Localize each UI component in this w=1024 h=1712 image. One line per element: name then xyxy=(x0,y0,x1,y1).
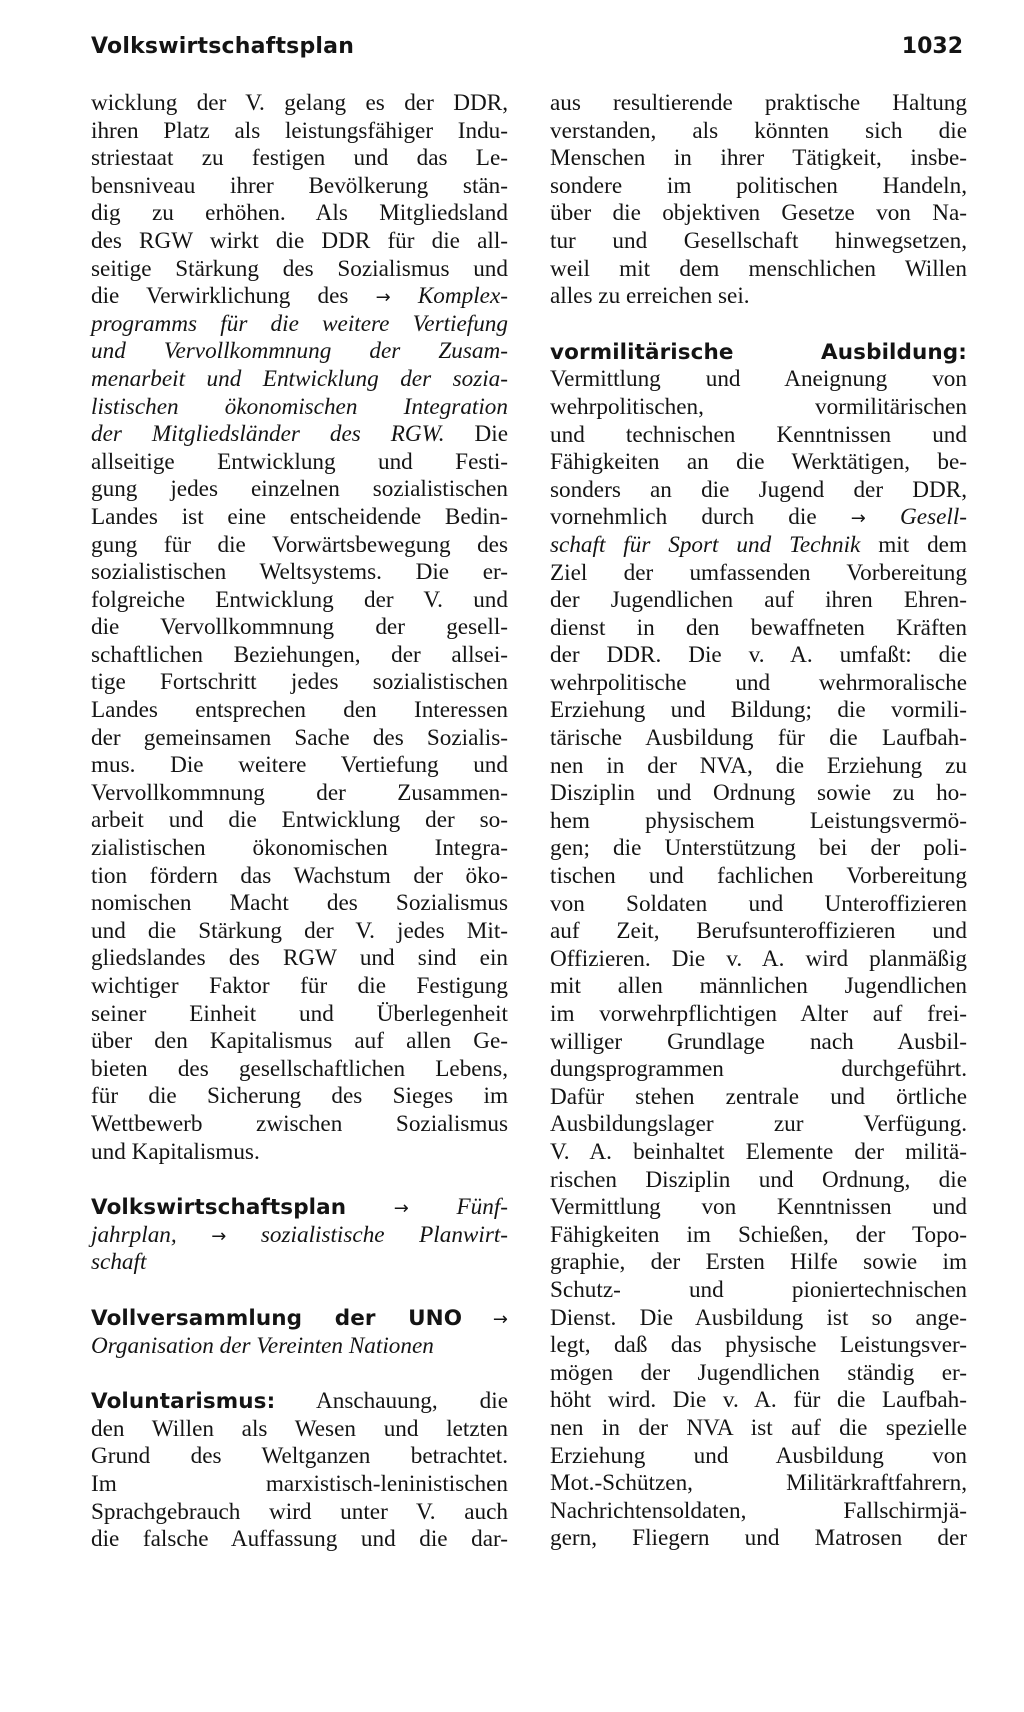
entry-spacer xyxy=(91,1277,508,1305)
text-line: gung jedes einzelnen sozialistischen xyxy=(91,476,508,503)
entry-spacer xyxy=(91,1166,508,1194)
text-line: Dafür stehen zentrale und örtliche xyxy=(550,1083,967,1110)
text-line: Vermittlung und Aneignung von xyxy=(550,366,967,393)
entry-volkswirtschaftsplan xyxy=(91,1194,508,1277)
arrow-icon: → xyxy=(393,1198,409,1220)
text-line: der Jugendlichen auf ihren Ehren- xyxy=(550,587,967,614)
text-line: striestaat zu festigen und das Le- xyxy=(91,145,508,172)
text-line: Grund des Weltganzen betrachtet. xyxy=(91,1443,508,1470)
text-line: tur und Gesellschaft hinwegsetzen, xyxy=(550,227,967,254)
text-line: mus. Die weitere Vertiefung und xyxy=(91,752,508,779)
text-line: die Vervollkommnung der gesell- xyxy=(91,614,508,641)
text-line: Erziehung und Ausbildung von xyxy=(550,1442,967,1469)
left-column xyxy=(91,90,508,1554)
text-line: und Kapitalismus. xyxy=(91,1138,260,1165)
text-segment: vornehmlich durch die xyxy=(550,504,851,531)
cross-reference[interactable]: jahrplan, xyxy=(91,1221,177,1248)
cross-reference[interactable]: der Mitgliedsländer des RGW. xyxy=(91,421,445,448)
entry-voluntarismus-continuation xyxy=(550,90,967,311)
headword: Vollversammlung der UNO xyxy=(91,1305,463,1331)
text-segment: die Verwirklichung des xyxy=(91,283,376,310)
text-line: wehrpolitische und wehrmoralische xyxy=(550,669,967,696)
text-line: wehrpolitischen, vormilitärischen xyxy=(550,393,967,420)
cross-reference-line[interactable]: schaft xyxy=(91,1249,147,1276)
text-line: über die objektiven Gesetze von Na- xyxy=(550,200,967,227)
text-line: hem physischem Leistungsvermö- xyxy=(550,807,967,834)
text-line: verstanden, als könnten sich die xyxy=(550,117,967,144)
text-line: Fähigkeiten an die Werktätigen, be- xyxy=(550,449,967,476)
text-line: der gemeinsamen Sache des Sozialis- xyxy=(91,724,508,751)
text-line: dig zu erhöhen. Als Mitgliedsland xyxy=(91,200,508,227)
text-line: mit allen männlichen Jugendlichen xyxy=(550,973,967,1000)
text-line: tion fördern das Wachstum der öko- xyxy=(91,862,508,889)
text-line: Schutz- und pioniertechnischen xyxy=(550,1276,967,1303)
text-line: seiner Einheit und Überlegenheit xyxy=(91,1000,508,1027)
entry-vormilitaerische-ausbildung xyxy=(550,339,967,1553)
text-line: wicklung der V. gelang es der DDR, xyxy=(91,90,508,116)
text-line: und technischen Kenntnissen und xyxy=(550,421,967,448)
text-line: alles zu erreichen sei. xyxy=(550,283,750,310)
text-line: und die Stärkung der V. jedes Mit- xyxy=(91,917,508,944)
text-line: ihren Platz als leistungsfähiger Indu- xyxy=(91,117,508,144)
entry-voluntarismus xyxy=(91,1388,508,1554)
arrow-icon: → xyxy=(211,1225,227,1247)
text-line: Disziplin und Ordnung sowie zu ho- xyxy=(550,780,967,807)
headword: Voluntarismus: xyxy=(91,1389,276,1415)
text-line xyxy=(550,504,967,532)
running-head: Volkswirtschaftsplan xyxy=(91,34,355,59)
cross-reference[interactable]: Fünf- xyxy=(456,1194,508,1221)
entry-volkswirtschaft-continuation xyxy=(91,90,508,1166)
page-header xyxy=(91,34,963,70)
cross-reference-line[interactable]: und Vervollkommnung der Zusam- xyxy=(91,338,508,365)
text-line: sondere im politischen Handeln, xyxy=(550,172,967,199)
text-line: sozialistischen Weltsystems. Die er- xyxy=(91,559,508,586)
text-line: dungsprogrammen durchgeführt. xyxy=(550,1056,967,1083)
text-line: gliedslandes des RGW und sind ein xyxy=(91,945,508,972)
text-line: Mot.-Schützen, Militärkraftfahrern, xyxy=(550,1470,967,1497)
page-number: 1032 xyxy=(901,34,963,59)
text-line: bieten des gesellschaftlichen Lebens, xyxy=(91,1055,508,1082)
text-line: nomischen Macht des Sozialismus xyxy=(91,890,508,917)
text-line: nen in der NVA ist auf die spezielle xyxy=(550,1414,967,1441)
text-line: höht wird. Die v. A. für die Laufbah- xyxy=(550,1387,967,1414)
cross-reference-line[interactable]: menarbeit und Entwicklung der sozia- xyxy=(91,365,508,392)
text-line: V. A. beinhaltet Elemente der militä- xyxy=(550,1138,967,1165)
arrow-icon: → xyxy=(492,1308,509,1330)
text-line: tige Fortschritt jedes sozialistischen xyxy=(91,669,508,696)
text-line: aus resultierende praktische Haltung xyxy=(550,90,967,116)
text-line: zialistischen ökonomischen Integra- xyxy=(91,835,508,862)
text-line: Ziel der umfassenden Vorbereitung xyxy=(550,559,967,586)
text-line: mögen der Jugendlichen ständig er- xyxy=(550,1359,967,1386)
text-line: Sprachgebrauch wird unter V. auch xyxy=(91,1498,508,1525)
text-line: Im marxistisch-leninistischen xyxy=(91,1470,508,1497)
text-line: seitige Stärkung des Sozialismus und xyxy=(91,255,508,282)
text-line: dienst in den bewaffneten Kräften xyxy=(550,614,967,641)
text-line: allseitige Entwicklung und Festi- xyxy=(91,448,508,475)
text-line: gung für die Vorwärtsbewegung des xyxy=(91,531,508,558)
text-line xyxy=(91,1222,508,1250)
text-line: Ausbildungslager zur Verfügung. xyxy=(550,1111,967,1138)
text-segment: Die xyxy=(444,421,508,448)
text-line: arbeit und die Entwicklung der so- xyxy=(91,807,508,834)
entry-vollversammlung xyxy=(91,1305,508,1360)
text-line: den Willen als Wesen und letzten xyxy=(91,1415,508,1442)
text-line: Nachrichtensoldaten, Fallschirmjä- xyxy=(550,1497,967,1524)
text-line: folgreiche Entwicklung der V. und xyxy=(91,586,508,613)
headword: Ausbildung: xyxy=(821,339,967,365)
text-line: Vermittlung von Kenntnissen und xyxy=(550,1194,967,1221)
text-line: gen; die Unterstützung bei der poli- xyxy=(550,835,967,862)
text-line: im vorwehrpflichtigen Alter auf frei- xyxy=(550,1001,967,1027)
text-line: nen in der NVA, die Erziehung zu xyxy=(550,752,967,779)
text-line: Landes entsprechen den Interessen xyxy=(91,697,508,724)
text-line xyxy=(91,1305,508,1333)
text-line xyxy=(550,532,967,560)
text-segment: Anschauung, die xyxy=(275,1388,508,1415)
text-line: Landes ist eine entscheidende Bedin- xyxy=(91,503,508,530)
entry-spacer xyxy=(550,311,967,339)
entry-spacer xyxy=(91,1360,508,1388)
cross-reference[interactable]: Gesell- xyxy=(900,504,967,531)
text-line: auf Zeit, Berufsunteroffizieren und xyxy=(550,918,967,945)
headword: vormilitärische xyxy=(550,339,734,365)
cross-reference[interactable]: sozialistische Planwirt- xyxy=(260,1221,509,1248)
text-line: sonders an die Jugend der DDR, xyxy=(550,476,967,503)
text-line: der DDR. Die v. A. umfaßt: die xyxy=(550,642,967,669)
text-line: williger Grundlage nach Ausbil- xyxy=(550,1028,967,1055)
text-line xyxy=(91,1388,508,1416)
cross-reference-line[interactable]: listischen ökonomischen Integration xyxy=(91,393,508,420)
cross-reference-line[interactable]: programms für die weitere Vertiefung xyxy=(91,310,508,337)
text-line: für die Sicherung des Sieges im xyxy=(91,1083,508,1110)
arrow-icon: → xyxy=(850,508,866,530)
right-column xyxy=(550,90,967,1553)
text-line xyxy=(91,421,508,449)
text-line: tischen und fachlichen Vorbereitung xyxy=(550,863,967,890)
cross-reference-line[interactable]: Organisation der Vereinten Nationen xyxy=(91,1332,434,1359)
text-line: legt, daß das physische Leistungsver- xyxy=(550,1332,967,1359)
text-line: tärische Ausbildung für die Laufbah- xyxy=(550,725,967,752)
text-line: rischen Disziplin und Ordnung, die xyxy=(550,1166,967,1193)
cross-reference[interactable]: Komplex- xyxy=(417,283,508,310)
text-line: Dienst. Die Ausbildung ist so ange- xyxy=(550,1304,967,1331)
text-line xyxy=(550,339,967,367)
text-line xyxy=(91,1194,508,1222)
headword: Volkswirtschaftsplan xyxy=(91,1195,347,1221)
text-line: Menschen in ihrer Tätigkeit, insbe- xyxy=(550,145,967,172)
text-line: schaftlichen Beziehungen, der allsei- xyxy=(91,641,508,668)
text-line: des RGW wirkt die DDR für die all- xyxy=(91,227,508,254)
text-line: graphie, der Ersten Hilfe sowie im xyxy=(550,1249,967,1276)
text-line: wichtiger Faktor für die Festigung xyxy=(91,973,508,999)
text-line: die falsche Auffassung und die dar- xyxy=(91,1526,508,1553)
text-line: weil mit dem menschlichen Willen xyxy=(550,255,967,282)
cross-reference[interactable]: schaft für Sport und Technik xyxy=(550,531,861,558)
text-line: gern, Fliegern und Matrosen der xyxy=(550,1525,967,1552)
text-line xyxy=(91,283,508,311)
text-segment: mit dem xyxy=(860,531,968,558)
text-line: über den Kapitalismus auf allen Ge- xyxy=(91,1028,508,1055)
text-line: von Soldaten und Unteroffizieren xyxy=(550,890,967,917)
arrow-icon: → xyxy=(375,287,391,309)
text-line: Erziehung und Bildung; die vormili- xyxy=(550,697,967,724)
text-line: Wettbewerb zwischen Sozialismus xyxy=(91,1110,508,1137)
text-line: Vervollkommnung der Zusammen- xyxy=(91,779,508,806)
text-line: bensniveau ihrer Bevölkerung stän- xyxy=(91,172,508,199)
text-line: Fähigkeiten im Schießen, der Topo- xyxy=(550,1221,967,1248)
text-line: Offizieren. Die v. A. wird planmäßig xyxy=(550,945,967,972)
